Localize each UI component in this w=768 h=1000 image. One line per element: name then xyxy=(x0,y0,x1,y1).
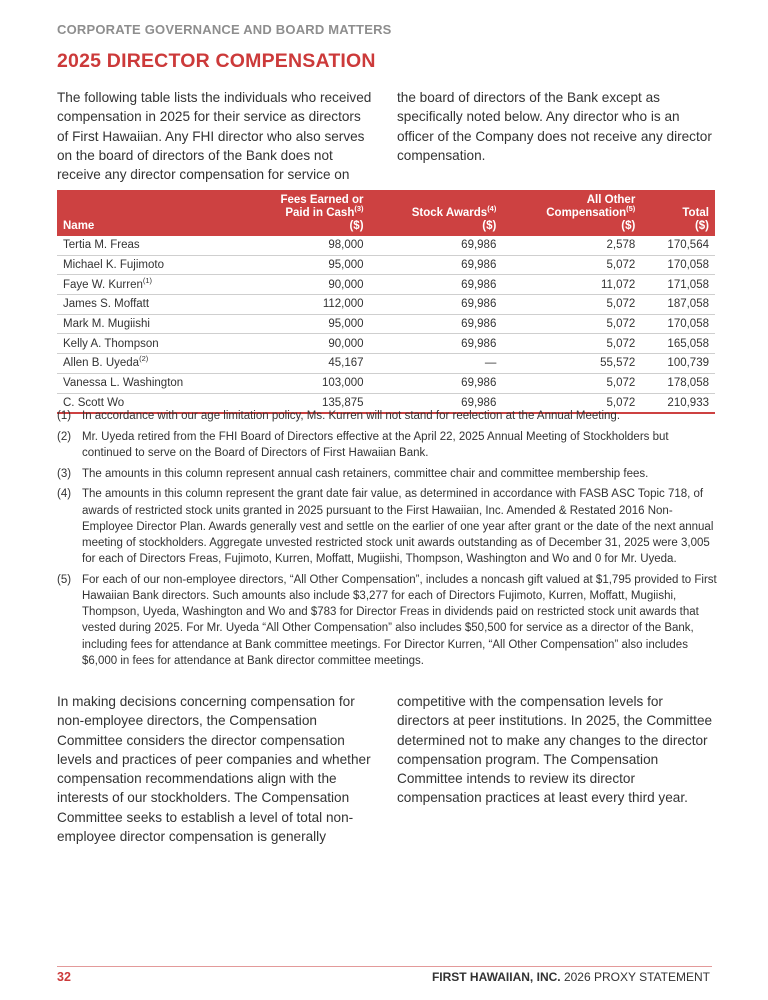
section-label: CORPORATE GOVERNANCE AND BOARD MATTERS xyxy=(57,22,392,37)
cell-total: 187,058 xyxy=(641,295,715,315)
table-row xyxy=(57,275,715,295)
cell-total: 170,058 xyxy=(641,314,715,334)
cell-name xyxy=(57,373,239,393)
director-name: Tertia M. Freas xyxy=(63,239,140,252)
cell-fees: 90,000 xyxy=(239,334,370,354)
cell-name xyxy=(57,354,239,374)
table-row xyxy=(57,236,715,255)
cell-stock-awards: 69,986 xyxy=(370,334,503,354)
footer-company: FIRST HAWAIIAN, INC. xyxy=(431,970,561,984)
intro-text xyxy=(57,88,715,184)
footnote-number: (2) xyxy=(57,430,72,443)
cell-name xyxy=(57,334,239,354)
cell-fees: 112,000 xyxy=(239,295,370,315)
header-other-compensation xyxy=(502,190,641,236)
cell-stock-awards: 69,986 xyxy=(370,314,503,334)
table-header-row xyxy=(57,190,715,236)
header-fees xyxy=(239,190,370,236)
intro-paragraph-col1: The following table lists the individuals who received compensation in 2025 for their service as directors of First Hawaiian. Any FHI director who also serves on the board of directors of the Bank does not receive any director compensation for service on xyxy=(57,90,372,183)
cell-total: 171,058 xyxy=(641,275,715,295)
header-label: Name xyxy=(63,220,95,232)
director-compensation-table xyxy=(57,190,715,414)
cell-fees: 45,167 xyxy=(239,354,370,374)
cell-name xyxy=(57,236,239,255)
closing-paragraph-col2: competitive with the compensation levels for directors at peer institutions. In 2025, the Committee determined not to make any changes to the director compensation program. The Compensation Committee intends to review its director compensation practices at least every third year. xyxy=(397,694,713,806)
header-label-line1: Fees Earned or xyxy=(280,194,364,206)
footnote-number: (3) xyxy=(57,467,72,480)
footer-document-title xyxy=(432,970,710,984)
closing-paragraph-col1: In making decisions concerning compensation for non-employee directors, the Compensation Committee considers the director compensation levels and practices of peer companies and whether compensation recommendations align with the interests of our stockholders. The Compensation Committee seeks to establish a level of total non-employee director compensation is generally xyxy=(57,694,371,845)
footnote-text: Mr. Uyeda retired from the FHI Board of Directors effective at the April 22, 2025 Annual Meeting of Stockholders but continued to serve on the Board of Directors of First Hawaiian Bank. xyxy=(82,430,669,459)
header-label-line2: Stock Awards xyxy=(411,207,488,219)
footnote-text: In accordance with our age limitation policy, Ms. Kurren will not stand for reelection at the Annual Meeting. xyxy=(82,410,621,422)
footnote-item xyxy=(57,486,717,567)
director-name: Vanessa L. Washington xyxy=(63,377,184,390)
cell-fees: 95,000 xyxy=(239,255,370,275)
cell-other-compensation: 5,072 xyxy=(502,393,641,413)
cell-name xyxy=(57,275,239,295)
cell-total: 170,564 xyxy=(641,236,715,255)
director-name: Allen B. Uyeda xyxy=(63,357,140,370)
director-name: James S. Moffatt xyxy=(63,298,150,311)
cell-stock-awards: — xyxy=(370,354,503,374)
cell-other-compensation: 5,072 xyxy=(502,334,641,354)
cell-total: 170,058 xyxy=(641,255,715,275)
cell-other-compensation: 2,578 xyxy=(502,236,641,255)
table-row xyxy=(57,354,715,374)
cell-total: 210,933 xyxy=(641,393,715,413)
director-name: C. Scott Wo xyxy=(63,396,125,409)
footnote-text: For each of our non-employee directors, “All Other Compensation”, includes a noncash gift valued at $1,795 provided to First Hawaiian Bank directors. Such amounts also include $3,277 for each of Directors Fujimoto, Kurren, Moffatt, Mugiishi, Thompson, Uyeda, Washington and Wo and $783 for Director Freas in dividends paid on restricted stock unit awards that vested during 2025. For Mr. Uyeda “All Other Compensation” also includes $50,500 for service as a director of the Bank, including fees for attendance at Bank committee meetings. For Director Kurren, “All Other Compensation” also includes $6,000 in fees for attendance at Bank director committee meetings. xyxy=(82,573,717,667)
footnote-item xyxy=(57,572,717,669)
footer-doc-title: 2026 PROXY STATEMENT xyxy=(560,970,710,984)
header-unit: ($) xyxy=(482,220,497,232)
table-row xyxy=(57,255,715,275)
cell-other-compensation: 5,072 xyxy=(502,373,641,393)
cell-other-compensation: 5,072 xyxy=(502,314,641,334)
director-name: Kelly A. Thompson xyxy=(63,337,159,350)
header-unit: ($) xyxy=(349,220,364,232)
header-label-line2: Compensation xyxy=(546,207,627,219)
header-unit: ($) xyxy=(621,220,636,232)
header-unit: ($) xyxy=(694,220,709,232)
header-name xyxy=(57,190,239,236)
cell-total: 165,058 xyxy=(641,334,715,354)
footnote-item xyxy=(57,466,717,482)
cell-total: 100,739 xyxy=(641,354,715,374)
cell-stock-awards: 69,986 xyxy=(370,255,503,275)
footnote-ref: (2) xyxy=(139,354,149,364)
cell-other-compensation: 11,072 xyxy=(502,275,641,295)
director-name: Mark M. Mugiishi xyxy=(63,318,150,331)
page-number: 32 xyxy=(57,970,71,984)
table-row xyxy=(57,334,715,354)
cell-total: 178,058 xyxy=(641,373,715,393)
cell-name xyxy=(57,255,239,275)
cell-stock-awards: 69,986 xyxy=(370,373,503,393)
table-row xyxy=(57,295,715,315)
footnote-ref: (3) xyxy=(354,204,364,214)
cell-stock-awards: 69,986 xyxy=(370,295,503,315)
header-stock-awards xyxy=(370,190,503,236)
cell-other-compensation: 55,572 xyxy=(502,354,641,374)
footnote-number: (5) xyxy=(57,573,72,586)
cell-fees: 103,000 xyxy=(239,373,370,393)
cell-fees: 135,875 xyxy=(239,393,370,413)
intro-paragraph-col2: the board of directors of the Bank except as specifically noted below. Any director who is an officer of the Company does not receive any director compensation. xyxy=(397,90,712,163)
footnote-ref: (5) xyxy=(626,204,636,214)
footnotes xyxy=(57,408,717,674)
footnote-text: The amounts in this column represent annual cash retainers, committee chair and committee membership fees. xyxy=(82,467,649,480)
page-title: 2025 DIRECTOR COMPENSATION xyxy=(57,50,376,72)
table-row xyxy=(57,314,715,334)
header-total xyxy=(641,190,715,236)
director-name: Michael K. Fujimoto xyxy=(63,259,164,272)
cell-fees: 98,000 xyxy=(239,236,370,255)
header-label-line2: Total xyxy=(682,207,709,219)
closing-text xyxy=(57,692,715,846)
footnote-number: (1) xyxy=(57,410,72,422)
footnote-item xyxy=(57,408,717,424)
cell-fees: 95,000 xyxy=(239,314,370,334)
cell-name xyxy=(57,295,239,315)
footer-divider xyxy=(57,966,712,967)
header-label-line2: Paid in Cash xyxy=(285,207,355,219)
table-row xyxy=(57,373,715,393)
footnote-number: (4) xyxy=(57,488,72,501)
footnote-item xyxy=(57,429,717,461)
cell-other-compensation: 5,072 xyxy=(502,295,641,315)
director-name: Faye W. Kurren xyxy=(63,278,143,291)
footnote-ref: (1) xyxy=(142,275,153,285)
cell-stock-awards: 69,986 xyxy=(370,275,503,295)
cell-stock-awards: 69,986 xyxy=(370,393,503,413)
header-label-line1: All Other xyxy=(586,194,636,206)
footnote-text: The amounts in this column represent the grant date fair value, as determined in accordance with FASB ASC Topic 718, of awards of restricted stock units granted in 2025 pursuant to the First Hawaiian, Inc. Amended & Restated 2016 Non-Employee Director Plan. Awards generally vest and settle on the earlier of one year after grant or the date of the next annual meeting of stockholders. Aggregate unvested restricted stock unit awards outstanding as of December 31, 2025 were 3,005 for each of Directors Freas, Fujimoto, Kurren, Moffatt, Mugiishi, Thompson, Washington and Wo and 0 for Mr. Uyeda. xyxy=(82,488,714,566)
cell-stock-awards: 69,986 xyxy=(370,236,503,255)
cell-other-compensation: 5,072 xyxy=(502,255,641,275)
footnote-ref: (4) xyxy=(487,204,497,214)
cell-name xyxy=(57,314,239,334)
cell-fees: 90,000 xyxy=(239,275,370,295)
